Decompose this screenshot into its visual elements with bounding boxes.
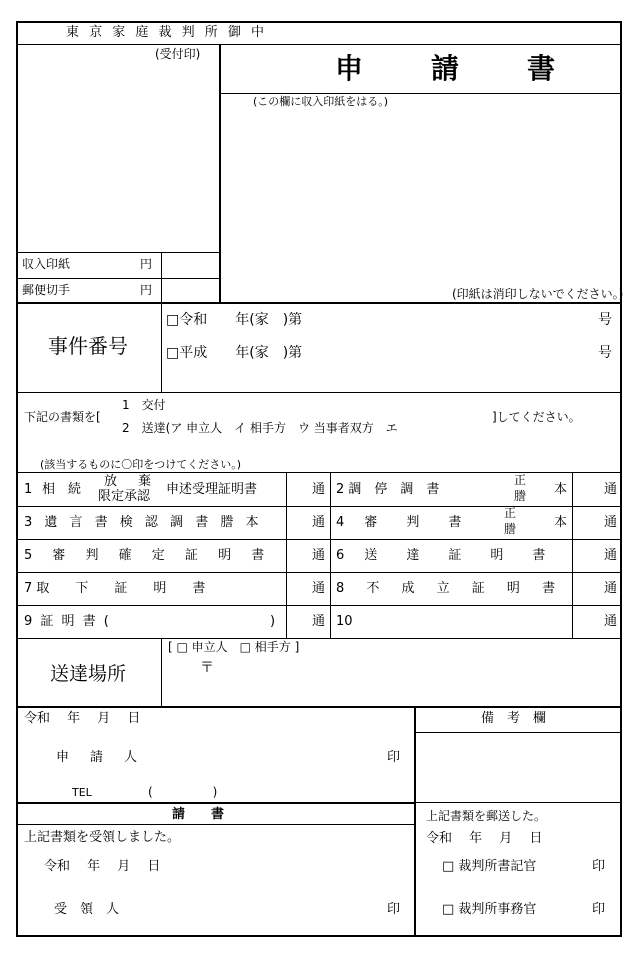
doc1-limited: 限定承認 [98, 489, 151, 504]
doc9-name: 9 証 明 書 ( [24, 614, 111, 629]
case-heisei: □平成 年(家 )第 [166, 345, 303, 361]
clerk-option: □ 裁判所書記官 [442, 859, 537, 874]
doc4-sei: 正 [504, 506, 517, 520]
doc7-tsu: 通 [312, 581, 326, 596]
doc4-to: 謄 [504, 522, 517, 536]
page-title: 申 請 書 [335, 52, 576, 85]
doc1-category: 相 続 [42, 482, 82, 497]
doc9-tsu: 通 [312, 614, 326, 629]
request-prefix: 下記の書類を[ [24, 410, 101, 424]
request-suffix: ]してください。 [492, 410, 581, 424]
postal-mark: 〒 [200, 660, 214, 676]
doc1-certificate: 申述受理証明書 [166, 482, 258, 497]
doc2-to: 謄 [514, 489, 527, 503]
mailing-date: 令和 年 月 日 [426, 831, 543, 846]
mailing-text: 上記書類を郵送した。 [426, 809, 547, 823]
receipt-title: 請 書 [172, 807, 225, 822]
doc9-close: ) [270, 614, 276, 629]
doc4-hon: 本 [554, 515, 568, 530]
court-addressee: 東 京 家 庭 裁 判 所 御 中 [66, 25, 268, 40]
doc5-tsu: 通 [312, 548, 326, 563]
doc8-tsu: 通 [604, 581, 618, 596]
applicant-label: 申 請 人 [56, 750, 142, 765]
stamp-note: (この欄に収入印紙をはる。) [253, 95, 389, 108]
applicant-seal: 印 [387, 750, 401, 765]
case-number-label: 事件番号 [48, 334, 128, 358]
doc10-tsu: 通 [604, 614, 618, 629]
doc2-tsu: 通 [604, 482, 618, 497]
case-reiwa: □令和 年(家 )第 [166, 312, 303, 328]
delivery-label: 送達場所 [50, 663, 127, 685]
tel-paren: ( ) [148, 785, 218, 799]
doc5-name: 5 審 判 確 定 証 明 書 [24, 548, 273, 563]
officer-option: □ 裁判所事務官 [442, 902, 537, 917]
postage-label: 郵便切手 [22, 283, 71, 297]
doc1-no: 1 [24, 482, 33, 497]
doc1-renounce: 放 棄 [104, 474, 156, 489]
request-note: (該当するものに〇印をつけてください。) [40, 458, 242, 471]
clerk-seal: 印 [592, 859, 606, 874]
doc10-name: 10 [336, 614, 353, 629]
doc2-name: 2 調 停 調 書 [336, 482, 440, 497]
revenue-stamp-yen: 円 [140, 257, 153, 271]
case-go-2: 号 [598, 345, 612, 361]
doc1-tsu: 通 [312, 482, 326, 497]
doc6-tsu: 通 [604, 548, 618, 563]
receipt-text: 上記書類を受領しました。 [24, 830, 181, 845]
doc2-sei: 正 [514, 473, 527, 487]
doc3-name: 3 遺 言 書 検 認 調 書 謄 本 [24, 515, 263, 530]
doc3-tsu: 通 [312, 515, 326, 530]
receiver-seal: 印 [387, 902, 401, 917]
postage-yen: 円 [140, 283, 153, 297]
remarks-label: 備 考 欄 [481, 711, 547, 726]
revenue-stamp-label: 収入印紙 [22, 257, 71, 271]
officer-seal: 印 [592, 902, 606, 917]
delivery-options: [ □ 申立人 □ 相手方 ] [168, 640, 300, 654]
doc6-name: 6 送 達 証 明 書 [336, 548, 554, 563]
doc4-name: 4 審 判 書 [336, 515, 470, 530]
request-line2: 2 送達(ア 申立人 イ 相手方 ウ 当事者双方 エ [122, 421, 398, 435]
doc8-name: 8 不 成 立 証 明 書 [336, 581, 565, 596]
request-line1: 1 交付 [122, 398, 166, 412]
doc2-hon: 本 [554, 482, 568, 497]
case-go-1: 号 [598, 312, 612, 328]
receiver-label: 受 領 人 [54, 902, 120, 917]
receipt-date: 令和 年 月 日 [44, 859, 161, 874]
doc7-name: 7 取 下 証 明 書 [24, 581, 206, 596]
applicant-date: 令和 年 月 日 [24, 711, 141, 726]
doc4-tsu: 通 [604, 515, 618, 530]
stamp-cancel-note: (印紙は消印しないでください。) [452, 287, 624, 301]
receipt-stamp-label: (受付印) [155, 47, 201, 61]
tel-label: TEL [72, 786, 92, 799]
